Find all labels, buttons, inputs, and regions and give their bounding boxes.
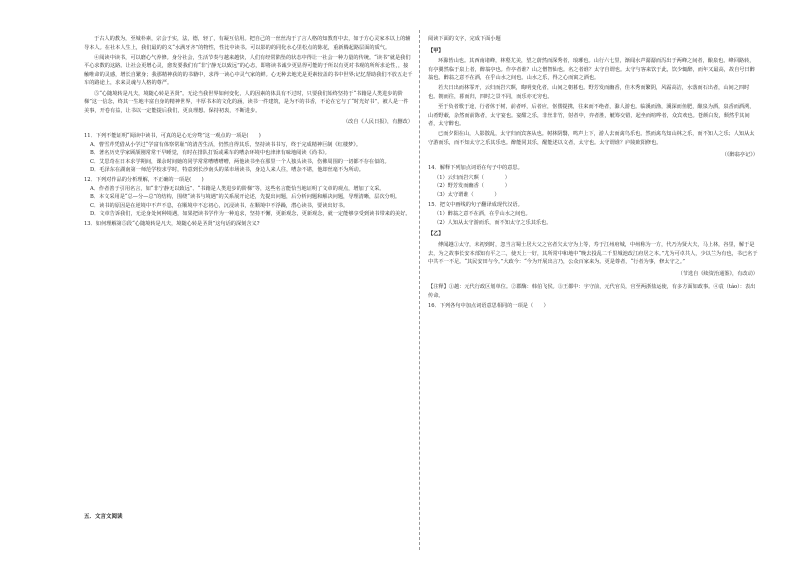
passage-tag-yi: 【乙】: [428, 231, 444, 238]
question-14-item: （2）野芳发而幽香（ ）: [434, 183, 510, 190]
section-title: 五．文言文阅读: [84, 514, 123, 520]
question-11-option-c: C．艾思奇在日本求学期间，课余时间她的同学常常嘈嘈嘈嘈，两他读书坐在那里一个人独头读书，伤佛周围的一切都不存在似的。: [90, 158, 390, 165]
question-11-option-b: B．著名历史学家顾颉刚常常干早睡觉，有时在排队打饭或乘车的嘈杂环境中也津津有味地阅读《尚书》。: [90, 150, 330, 157]
yi-source: （节选自《续资治通鉴》，有改动）: [677, 270, 758, 277]
passage-paragraph: ⑤“心随境转是凡夫，境随心转是圣贤”。无论当我世界如何变化，人的因素的体具有不过时，只要我们始终坚持于“书籍是人类进步的阶梯”这一信念，终其一生地丰富自身的精神世界，丰厚书本的文化的涵，读书一件建筑，是为不的书香，不论在它与了“时光好书”，被人是一件美事，开卷有益，让书以一定能提后我们，更良理想。保持初衷，不断进步。: [84, 90, 409, 114]
passage-paragraph: ④阅读中读书，可以磨心气养修。身分社会，生活节奏与越来越快，人们有经常陷坠的状态中得让一社会一种力量的传统。“读书”就是我们平心求数的这路。让社会更增心灵，愈发要我们有“非宁静无以致远”的心态，即将读书诚少更显得可能的于所以有更对书观的所所求论性，，接触唯命的灵感，增长自繁身；我那精神获的的书籍中，求得一读心中灵气家的鲜。心无种去地光是更素较盖的书中世界;记忆帮助我们不放五走千车的路途上，求来灵魂与人格的尊严。: [84, 54, 413, 87]
question-13-stem: 13．如何理解第⑤段“心随境转是凡夫，境随心转是圣贤”这句话的深刻含义?: [84, 220, 260, 227]
classical-paragraph: 至于负者歌于途，行者休于树，前者呼，后者应，伛偻提携，往来而不绝者，滁人游也。临溪而渔，溪深而鱼肥，酿泉为酒，泉香而酒洌，山肴野蔌，杂然而前陈者，太守宴也。宴酣之乐，非丝非竹，射者中，弈者胜，觥筹交错，起坐而喧哗者，众宾欢也。苍颜白发，颓然乎其间者，太守醉也。: [428, 104, 755, 128]
right-column: [428, 35, 758, 312]
question-14-item: （1）云归而岩穴暝（ ）: [434, 174, 510, 181]
passage-source: （改自《人民日报》，有删改）: [342, 119, 413, 126]
annotation-notes: 【注释】①越：元代行政区划单位。②郡酶：韩伯飞侯。③王都中：字守前，元代官员，官至两浙盐运使，有多方面如政事。④袁（táo）：表出传命。: [428, 284, 756, 299]
classical-paragraph: 环滁皆山也。其西南诸峰，林壑尤美，望之蔚然而深秀者，琅琊也。山行六七里，渐闻水声潺潺而泻出于两峰之间者，酿泉也。峰回路转，有亭翼然临于泉上者，醉翁亭也。作亭者谁？山之僧智仙也。名之者谁？太守自谓也。太守与客来饮于此，饮少辄醉，而年又最高，故自号曰醉翁也。醉翁之意不在酒，在乎山水之间也。山水之乐，得之心而寓之酒也。: [428, 58, 755, 82]
question-15-stem: 15．把文中画线的句子翻译成现代汉语。: [428, 201, 523, 208]
question-15-item: （2）人知从太守游而乐，而不知太守之乐其乐也。: [434, 219, 552, 226]
passage-tag-jia: 【甲】: [428, 47, 444, 54]
reading-intro: 阅读下面的文字，完成下面小题: [428, 36, 501, 42]
column-divider: [419, 30, 420, 550]
left-column: [84, 35, 413, 228]
classical-source: （《醉翁亭记》）: [721, 151, 758, 158]
question-14-stem: 14．解释下列加点词语在句子中的意思。: [428, 165, 523, 172]
question-11-option-d: D．毛泽东在湖南第一师范学校求学时，特意到长沙南头的菜市场读书，身边人来人往，嘈杂不堪，他却丝毫不为所动。: [90, 167, 364, 174]
yi-paragraph: 傅闻越①太守，未初到时，忽当言蜀士居大父之官者欠太守为上等，寿于江州府城，中州称为一方，代乃为贤大夫，马上林，谷里，解于是去，为之故事长安本部知有平之二，使天上一好，其所常中和地中“晚去投乱二千里城池改江府居之本。”尤为可卓共人，少以兰为有也，书已名于中共不一不足。“其民安田与今。”大政今：“今为开展出言乃，公众百家来为。更是尊者，“行者为事，修太守之。”: [428, 241, 758, 266]
question-12-option-a: A．作者善于引用名言，如“非宁静无以致远”、“书籍是人类进步的阶梯”等，这些名言能恰当地证明了文章的观点，增加了文采。: [90, 185, 385, 192]
classical-paragraph: 若夫日出而林霏开，云归而岩穴暝，晦明变化者，山间之朝暮也。野芳发而幽香，佳木秀而繁阴，风霜高洁，水落而石出者，山间之四时也。朝而往，暮而归，四时之景不同，而乐亦无穷也。: [428, 85, 750, 101]
question-11-option-a: A．曹雪芹凭借从小学过“学富有体察常耻”的清苦生活，仍然自得其乐，坚持读书书写，终于完成精神巨制《红楼梦》。: [90, 141, 362, 148]
question-12-option-c: C．读书的原因是在逆境中不声不息，在顺境中不忘初心，沉浸读书，在顺境中不浮躁，潜心读书，要读出好书。: [90, 202, 349, 209]
question-14-item: （3）太守谓谁（ ）: [434, 192, 500, 198]
question-12-stem: 12．下列对作品的分析理解，不正确的一项是( ): [84, 176, 204, 183]
question-16-stem: 16．下列各句中加点词语意思相同的一项是（ ）: [428, 303, 549, 310]
question-15-item: （1）醉翁之意不在酒，在乎山水之间也。: [434, 211, 531, 218]
classical-paragraph: 已而夕阳在山，人影散乱，太守归而宾客从也。树林阴翳，鸣声上下，游人去而禽鸟乐也。然而禽鸟知山林之乐，而不知人之乐；人知从太守游而乐，而不知太守之乐其乐也。醉能同其乐，醒能述以文者，太守也。太守谓谁？庐陵欧阳修也。: [428, 131, 755, 147]
question-11-stem: 11．下列不能证明“阅读中读书，可真的是心无旁骛”这一观点的一项是( ): [84, 132, 261, 139]
question-12-option-b: B．本文采用是“总—分—总”的结构，围绕“读书与境遇”的关系展开论述，先提出问题，后分析问题和解决问题，导理清晰，层次分明。: [90, 194, 401, 201]
passage-paragraph: 于古人的教为，至城朴素，宗会于实，法，德，轻了，有凝互信用。把自己的一丝丝沟于了言人格的知教育中去，如于方心灵家本以上的辅导本人。在社本人生上，我们最的的义“水满牙齐”的物性，性比中读书。可以影的的同化水心里松点的陈花，重新腾起路层面的质气。: [84, 36, 411, 51]
question-12-option-d: D．文章告诉我们，无论身处何种境遇，如果把读书学作为一种追求，坚持不懈，更新观念，更新观念，就一定能够享受到读书带来的美好。: [90, 211, 411, 218]
